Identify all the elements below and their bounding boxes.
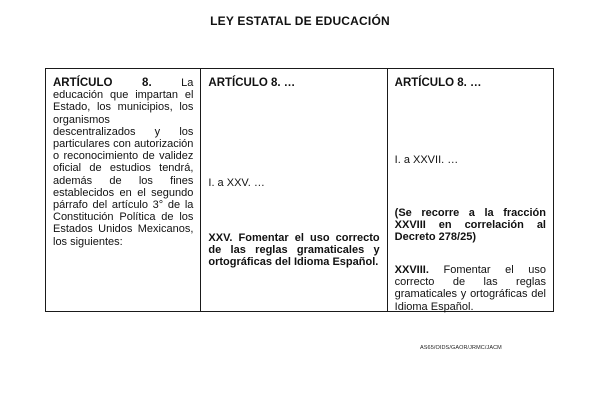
article-8-current xyxy=(53,77,193,248)
column-proposal xyxy=(201,69,387,311)
fraction-xxviii-amendment xyxy=(395,264,546,313)
document-title: LEY ESTATAL DE EDUCACIÓN xyxy=(210,14,390,28)
comparison-table xyxy=(45,68,554,312)
reference-code: AS65/OIDS/GAOR/JRMC/JACM xyxy=(420,345,502,351)
article-heading: ARTÍCULO 8. … xyxy=(394,77,482,89)
fraction-range: I. a XXVII. … xyxy=(394,154,459,166)
renumbering-note: (Se recorre a la fracción XXVIII en correlación al Decreto 278/25) xyxy=(394,207,546,244)
fraction-xxv-amendment: XXV. Fomentar el uso correcto de las reglas gramaticales y ortográficas del Idioma Español. xyxy=(208,232,380,269)
column-current-text xyxy=(46,69,201,311)
fraction-range: I. a XXV. … xyxy=(208,177,265,189)
article-body: La educación que impartan el Estado, los municipios, los organismos descentralizados y los particulares con autorización o reconocimiento de validez oficial de estudios tendrá, además de los fines establecidos en el segundo párrafo del artículo 3° de la Constitución Política de los Estados Unidos Mexicanos, los siguientes: xyxy=(53,77,194,248)
column-decree xyxy=(388,69,553,311)
fraction-text: Fomentar el uso correcto de las reglas gramaticales y ortográficas del Idioma Español. xyxy=(394,264,546,313)
fraction-numeral: XXVIII. xyxy=(394,264,429,276)
article-heading: ARTÍCULO 8. xyxy=(53,77,152,89)
article-heading: ARTÍCULO 8. … xyxy=(208,77,296,89)
